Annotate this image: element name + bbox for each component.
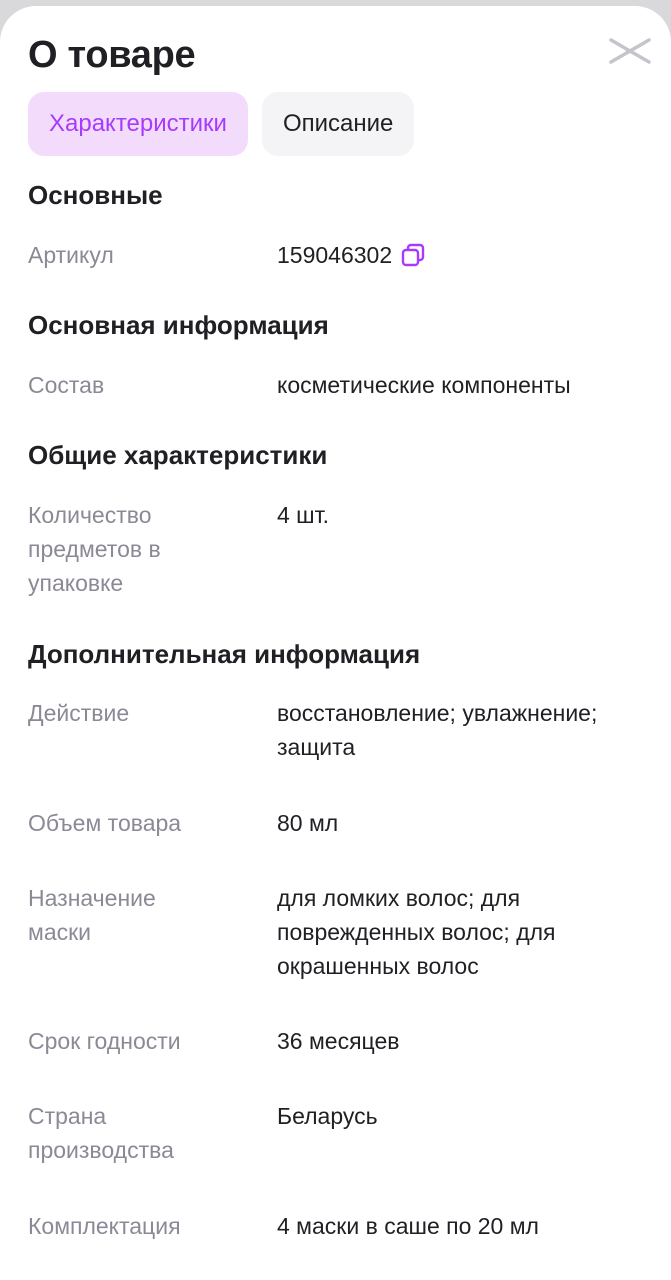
spec-value: 36 месяцев xyxy=(277,1028,400,1054)
sku-value[interactable]: 159046302 xyxy=(277,242,393,268)
tab-characteristics[interactable]: Характеристики xyxy=(28,92,248,156)
section-heading-main: Основные xyxy=(28,180,163,210)
spec-value: 4 маски в саше по 20 мл xyxy=(277,1213,539,1239)
close-button[interactable] xyxy=(607,28,653,74)
spec-value: 4 шт. xyxy=(277,502,330,528)
spec-value: для ломких волос; для поврежденных волос; для окрашенных волос xyxy=(277,885,556,979)
spec-label: Состав xyxy=(28,372,105,398)
sku-value-group xyxy=(277,238,643,272)
sku-label: Артикул xyxy=(28,242,114,268)
spec-label: Действие xyxy=(28,700,130,726)
section-heading-additional: Дополнительная информация xyxy=(28,639,421,669)
page-title: О товаре xyxy=(28,34,196,76)
spec-label: Срок годности xyxy=(28,1028,181,1054)
tab-bar xyxy=(28,92,414,156)
spec-value: 80 мл xyxy=(277,810,339,836)
spec-label: Комплектация xyxy=(28,1213,181,1239)
spec-value: Беларусь xyxy=(277,1103,378,1129)
tab-description[interactable]: Описание xyxy=(262,92,414,156)
close-icon xyxy=(607,28,653,74)
spec-value: косметические компоненты xyxy=(277,372,571,398)
spec-label: Количество предметов в упаковке xyxy=(28,502,161,596)
copy-icon[interactable] xyxy=(400,242,426,268)
product-info-sheet xyxy=(0,6,671,1280)
spec-label: Назначение маски xyxy=(28,885,156,945)
spec-label: Страна производства xyxy=(28,1103,174,1163)
section-heading-general: Общие характеристики xyxy=(28,440,328,470)
section-heading-basic-info: Основная информация xyxy=(28,310,329,340)
spec-value: восстановление; увлажнение; защита xyxy=(277,700,598,760)
spec-label: Объем товара xyxy=(28,810,182,836)
